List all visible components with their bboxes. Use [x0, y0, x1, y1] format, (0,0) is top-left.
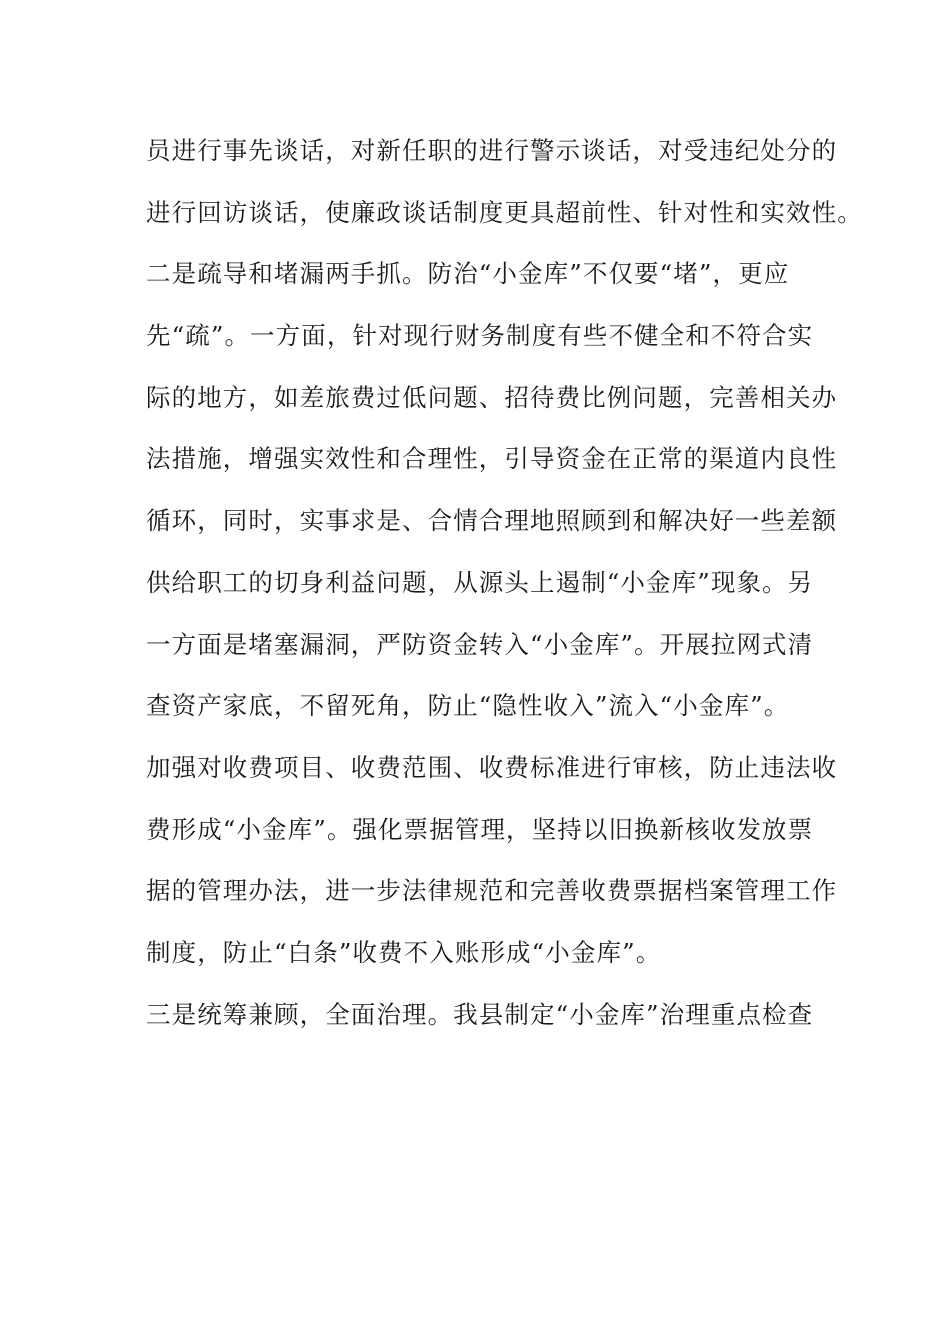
body-text — [146, 126, 863, 1051]
text-line: 费形成“小金库”。强化票据管理，坚持以旧换新核收发放票 — [146, 814, 814, 844]
text-line: 制度，防止“白条”收费不入账形成“小金库”。 — [146, 937, 662, 967]
text-line: 员进行事先谈话，对新任职的进行警示谈话，对受违纪处分的 — [146, 136, 838, 165]
text-line: 二是疏导和堵漏两手抓。防治“小金库”不仅要“堵”，更应 — [146, 259, 790, 289]
text-line: 三是统筹兼顾，全面治理。我县制定“小金库”治理重点检查 — [146, 999, 814, 1029]
text-line: 法措施，增强实效性和合理性，引导资金在正常的渠道内良性 — [146, 444, 838, 474]
text-line: 据的管理办法，进一步法律规范和完善收费票据档案管理工作 — [146, 876, 838, 906]
text-line: 一方面是堵塞漏洞，严防资金转入“小金库”。开展拉网式清 — [146, 629, 814, 659]
text-line: 循环，同时，实事求是、合情合理地照顾到和解决好一些差额 — [146, 506, 838, 536]
text-line: 加强对收费项目、收费范围、收费标准进行审核，防止违法收 — [146, 752, 838, 782]
text-line: 查资产家底，不留死角，防止“隐性收入”流入“小金库”。 — [146, 691, 790, 721]
text-line: 际的地方，如差旅费过低问题、招待费比例问题，完善相关办 — [146, 382, 838, 412]
text-line: 供给职工的切身利益问题，从源头上遏制“小金库”现象。另 — [146, 567, 814, 597]
text-line: 先“疏”。一方面，针对现行财务制度有些不健全和不符合实 — [146, 321, 814, 351]
text-line: 进行回访谈话，使廉政谈话制度更具超前性、针对性和实效性。 — [146, 197, 863, 227]
